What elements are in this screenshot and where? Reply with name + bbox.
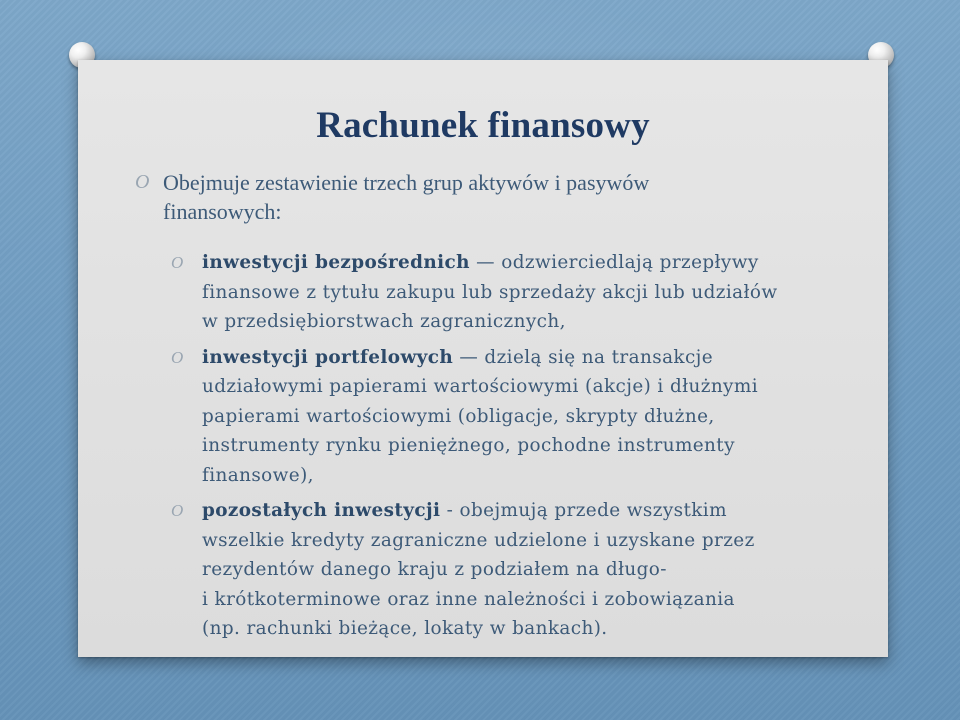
intro-line-2: finansowych: xyxy=(163,199,282,224)
bullet-o-icon: O xyxy=(171,501,184,520)
sub-bullet-list xyxy=(171,248,835,644)
item-line: instrumenty rynku pieniężnego, pochodne instrumenty xyxy=(202,435,735,456)
item-line: (np. rachunki bieżące, lokaty w bankach). xyxy=(202,618,608,639)
bullet-o-icon: O xyxy=(135,171,150,193)
item-line: finansowe), xyxy=(202,464,314,486)
item-separator: - xyxy=(440,500,460,521)
item-separator: — xyxy=(453,346,485,368)
item-line: wszelkie kredyty zagraniczne udzielone i uzyskane przez xyxy=(202,529,755,551)
sub-bullet-item xyxy=(171,248,835,337)
slide-content xyxy=(135,168,835,650)
bullet-o-icon: O xyxy=(171,253,184,272)
item-term: inwestycji portfelowych xyxy=(202,346,454,368)
item-line: papierami wartościowymi (obligacje, skrypty dłużne, xyxy=(202,405,715,427)
bullet-o-icon: O xyxy=(171,347,184,367)
item-separator: — xyxy=(469,252,502,273)
intro-bullet xyxy=(135,168,835,226)
item-line: rezydentów danego kraju z podziałem na długo- xyxy=(202,559,667,580)
item-line: obejmują przede wszystkim xyxy=(459,500,727,521)
item-line: w przedsiębiorstwach zagranicznych, xyxy=(202,311,566,332)
item-term: pozostałych inwestycji xyxy=(202,500,441,521)
slide-title: Rachunek finansowy xyxy=(316,105,650,146)
item-line: finansowe z tytułu zakupu lub sprzedaży akcji lub udziałów xyxy=(202,281,778,303)
item-term: inwestycji bezpośrednich xyxy=(202,252,470,273)
item-line: i krótkoterminowe oraz inne należności i zobowiązania xyxy=(202,588,735,610)
sub-bullet-item xyxy=(171,496,835,644)
intro-line-1: Obejmuje zestawienie trzech grup aktywów i pasywów xyxy=(163,170,650,195)
item-line: dzielą się na transakcje xyxy=(484,346,714,368)
sub-bullet-item xyxy=(171,343,835,491)
item-line: odzwierciedlają przepływy xyxy=(501,252,759,273)
item-line: udziałowymi papierami wartościowymi (akcje) i dłużnymi xyxy=(202,376,758,397)
